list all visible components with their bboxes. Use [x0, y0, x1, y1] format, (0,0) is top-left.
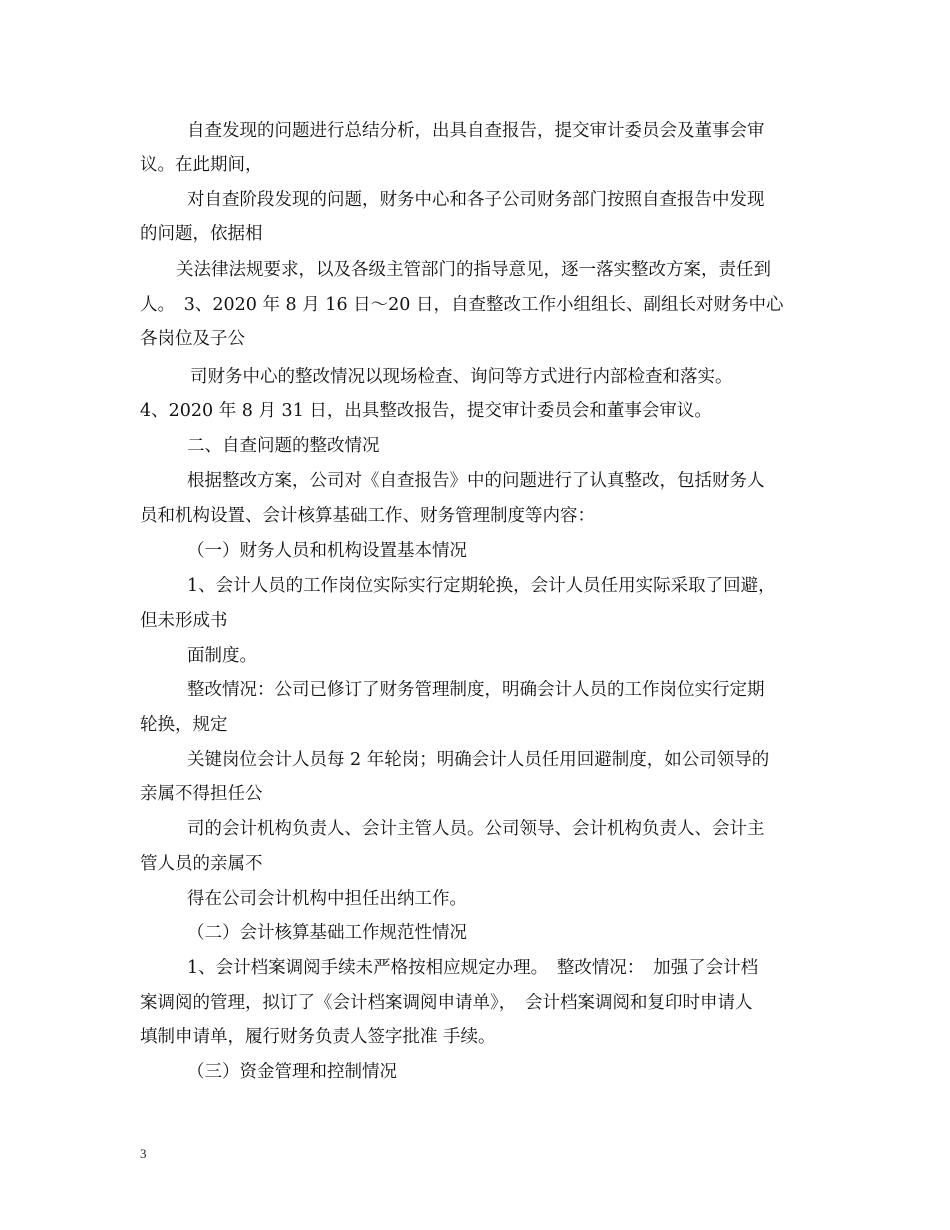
page-number: 3	[140, 1146, 147, 1161]
subsection-heading: （三）资金管理和控制情况	[187, 1062, 397, 1082]
text-line: 司的会计机构负责人、会计主管人员。公司领导、会计机构负责人、会计主	[187, 819, 765, 839]
text-line: 轮换，规定	[140, 715, 228, 735]
text-line: 的问题，依据相	[140, 224, 263, 244]
text-line: 1、会计人员的工作岗位实际实行定期轮换，会计人员任用实际采取了回避，	[187, 576, 776, 596]
text-line: 司财务中心的整改情况以现场检查、询问等方式进行内部检查和落实。	[190, 367, 733, 387]
text-line: 各岗位及子公	[140, 329, 245, 349]
text-line: 关法律法规要求，以及各级主管部门的指导意见，逐一落实整改方案，责任到	[176, 260, 771, 280]
text-line: 得在公司会计机构中担任出纳工作。	[187, 889, 467, 909]
text-line: 员和机构设置、会计核算基础工作、财务管理制度等内容：	[140, 506, 595, 526]
text-line: 4、2020 年 8 月 31 日，出具整改报告，提交审计委员会和董事会审议。	[140, 401, 712, 421]
text-line: 议。在此期间，	[140, 155, 263, 175]
text-line: 1、会计档案调阅手续未严格按相应规定办理。 整改情况： 加强了会计档	[187, 958, 759, 978]
text-line: 管人员的亲属不	[140, 854, 263, 874]
text-line: 填制申请单，履行财务负责人签字批准 手续。	[140, 1027, 496, 1047]
text-line: 亲属不得担任公	[140, 784, 263, 804]
text-line: 关键岗位会计人员每 2 年轮岗；明确会计人员任用回避制度，如公司领导的	[187, 750, 770, 770]
subsection-heading: （二）会计核算基础工作规范性情况	[187, 923, 467, 943]
text-line: 整改情况：公司已修订了财务管理制度，明确会计人员的工作岗位实行定期	[187, 680, 765, 700]
subsection-heading: （一）财务人员和机构设置基本情况	[187, 541, 467, 561]
text-line: 对自查阶段发现的问题，财务中心和各子公司财务部门按照自查报告中发现	[187, 190, 765, 210]
text-line: 人。 3、2020 年 8 月 16 日～20 日，自查整改工作小组组长、副组长对财务中心	[140, 295, 784, 315]
text-line: 案调阅的管理，拟订了《会计档案调阅申请单》， 会计档案调阅和复印时申请人	[140, 993, 753, 1013]
section-heading: 二、自查问题的整改情况	[187, 436, 380, 456]
text-line: 面制度。	[187, 646, 257, 666]
text-line: 自查发现的问题进行总结分析，出具自查报告，提交审计委员会及董事会审	[187, 121, 765, 141]
text-line: 但未形成书	[140, 611, 228, 631]
text-line: 根据整改方案，公司对《自查报告》中的问题进行了认真整改，包括财务人	[187, 471, 765, 491]
